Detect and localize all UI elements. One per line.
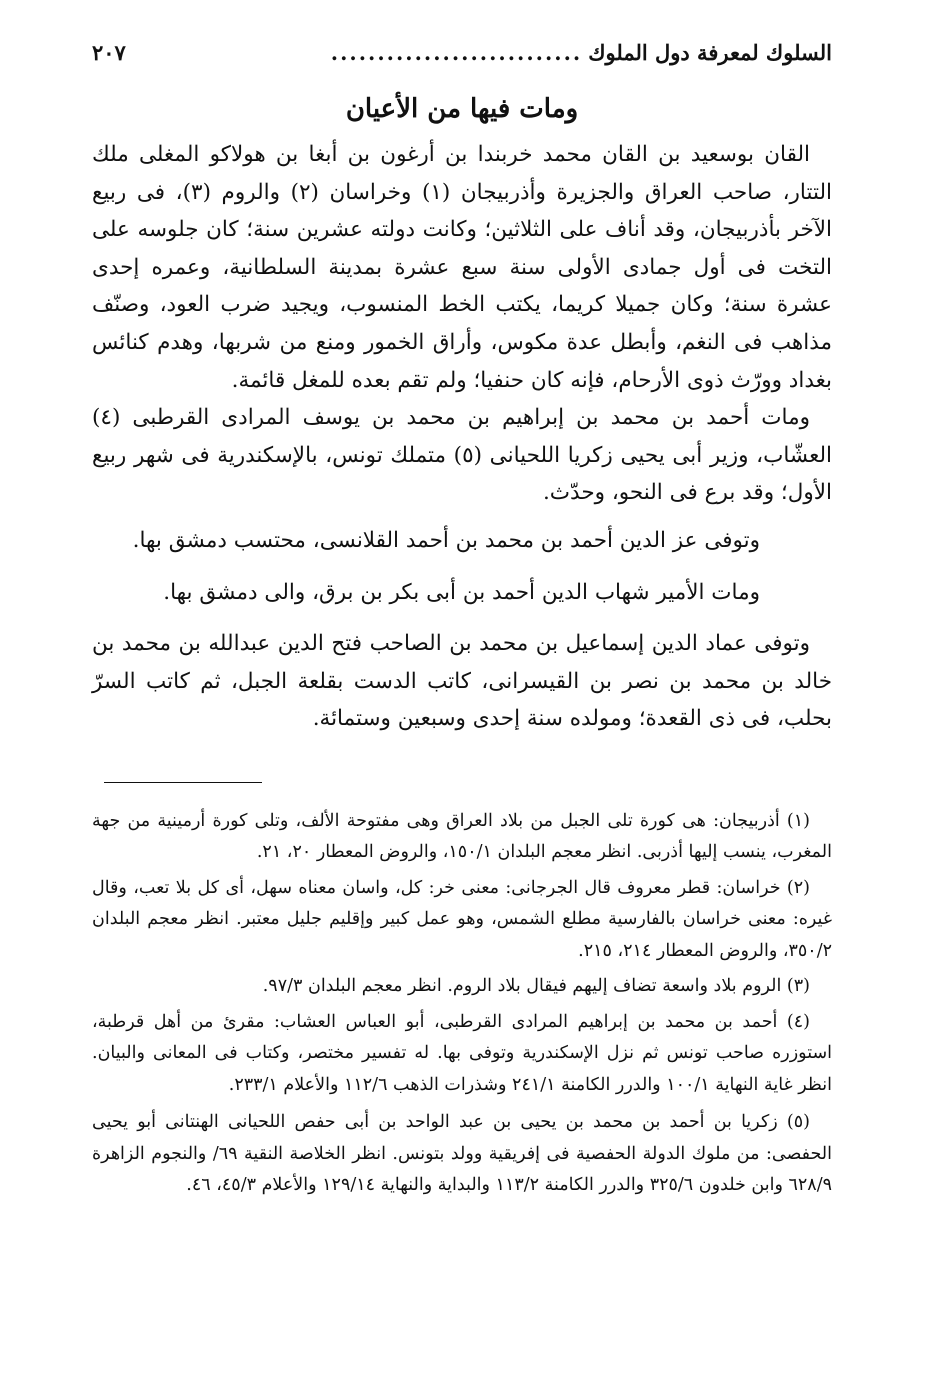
footnote-2: (٢) خراسان: قطر معروف قال الجرجانى: معنى خر: كل، واسان معناه سهل، أى كل بلا تعب، وقال غيره: معنى خراسان بالفارسية مطلع الشمس، وهو عمل كبير وإقليم جليل معتبر. انظر معجم البلدان ٣٥٠/٢، والروض المعطار ٢١٤، ٢١٥. (92, 877, 832, 961)
paragraph-ahmad-al-ashshab: ومات أحمد بن محمد بن إبراهيم بن محمد بن يوسف المرادى القرطبى (٤) العشّاب، وزير أبى يحيى زكريا اللحيانى (٥) متملك تونس، بالإسكندرية فى شهر ربيع الأول؛ وقد برع فى النحو، وحدّث. (92, 405, 832, 506)
footnote-5: (٥) زكريا بن أحمد بن محمد بن يحيى بن عبد الواحد بن أبى حفص اللحيانى الهنتانى أبو يحيى الحفصى: من ملوك الدولة الحفصية فى إفريقية وولد بتونس. انظر الخلاصة النقية ٦٩/ والنجوم الزاهرة ٦٢٨/٩ وابن خلدون ٣٢٥/٦ والدرر الكامنة ١١٣/٢ والبداية والنهاية ١٢٩/١٤ والأعلام ٤٥/٣، ٤٦. (92, 1112, 832, 1196)
footnote-rule (104, 782, 262, 783)
book-page (92, 40, 832, 1360)
footnote-4: (٤) أحمد بن محمد بن إبراهيم المرادى القرطبى، أبو العباس العشاب: مقرئ من أهل قرطبة، استوزره صاحب تونس ثم نزل الإسكندرية وتوفى بها. له تفسير مختصر، وكتاب فى المعانى والبيان. انظر غاية النهاية ١٠٠/١ والدرر الكامنة ٢٤١/١ وشذرات الذهب ١١٢/٦ والأعلام ٢٣٣/١. (92, 1011, 832, 1095)
paragraph-shihab-al-din: ومات الأمير شهاب الدين أحمد بن أبى بكر بن برق، والى دمشق بها. (163, 579, 760, 605)
paragraph-imad-al-din: وتوفى عماد الدين إسماعيل بن محمد بن الصاحب فتح الدين عبدالله بن محمد بن خالد بن محمد بن نصر بن القيسرانى، كاتب الدست بقلعة الجبل، ثم كاتب السرّ بحلب، فى ذى القعدة؛ ومولده سنة إحدى وسبعين وستمائة. (92, 631, 832, 732)
footnote-separator (92, 738, 832, 806)
page-number: ٢٠٧ (92, 40, 126, 65)
section-heading: ومات فيها من الأعيان (345, 94, 579, 124)
paragraph-abu-said: القان بوسعيد بن القان محمد خربندا بن أرغون بن أبغا بن هولاكو المغلى ملك التتار، صاحب العراق والجزيرة وأذربيجان (١) وخراسان (٢) والروم (٣)، فى ربيع الآخر بأذربيجان، وقد أناف على الثلاثين؛ وكانت دولته عشرين سنة؛ كان جلوسه على التخت فى أول جمادى الأولى سنة سبع عشرة بمدينة السلطانية، وعمره إحدى عشرة سنة؛ وكان جميلا كريما، يكتب الخط المنسوب، ويجيد ضرب العود، وصنّف مذاهب فى النغم، وأبطل عدة مكوس، وأراق الخمور ومنع من شربها، وهدم كنائس بغداد وورّث ذوى الأرحام، فإنه كان حنفيا؛ ولم تقم بعده للمغل قائمة. (92, 142, 832, 393)
running-header (92, 40, 832, 86)
header-leader-dots: ........................... (330, 40, 583, 65)
book-title: السلوك لمعرفة دول الملوك (588, 40, 832, 65)
footnote-3: (٣) الروم بلاد واسعة تضاف إليهم فيقال بلاد الروم. انظر معجم البلدان ٩٧/٣. (262, 976, 810, 997)
paragraph-izz-al-din: وتوفى عز الدين أحمد بن محمد بن أحمد القلانسى، محتسب دمشق بها. (132, 527, 760, 553)
footnote-1: (١) أذربيجان: هى كورة تلى الجبل من بلاد العراق وهى مفتوحة الألف، وتلى كورة أرمينية من جهة المغرب، ينسب إليها أذربى. انظر معجم البلدان ١٥٠/١، والروض المعطار ٢٠، ٢١. (92, 810, 832, 863)
